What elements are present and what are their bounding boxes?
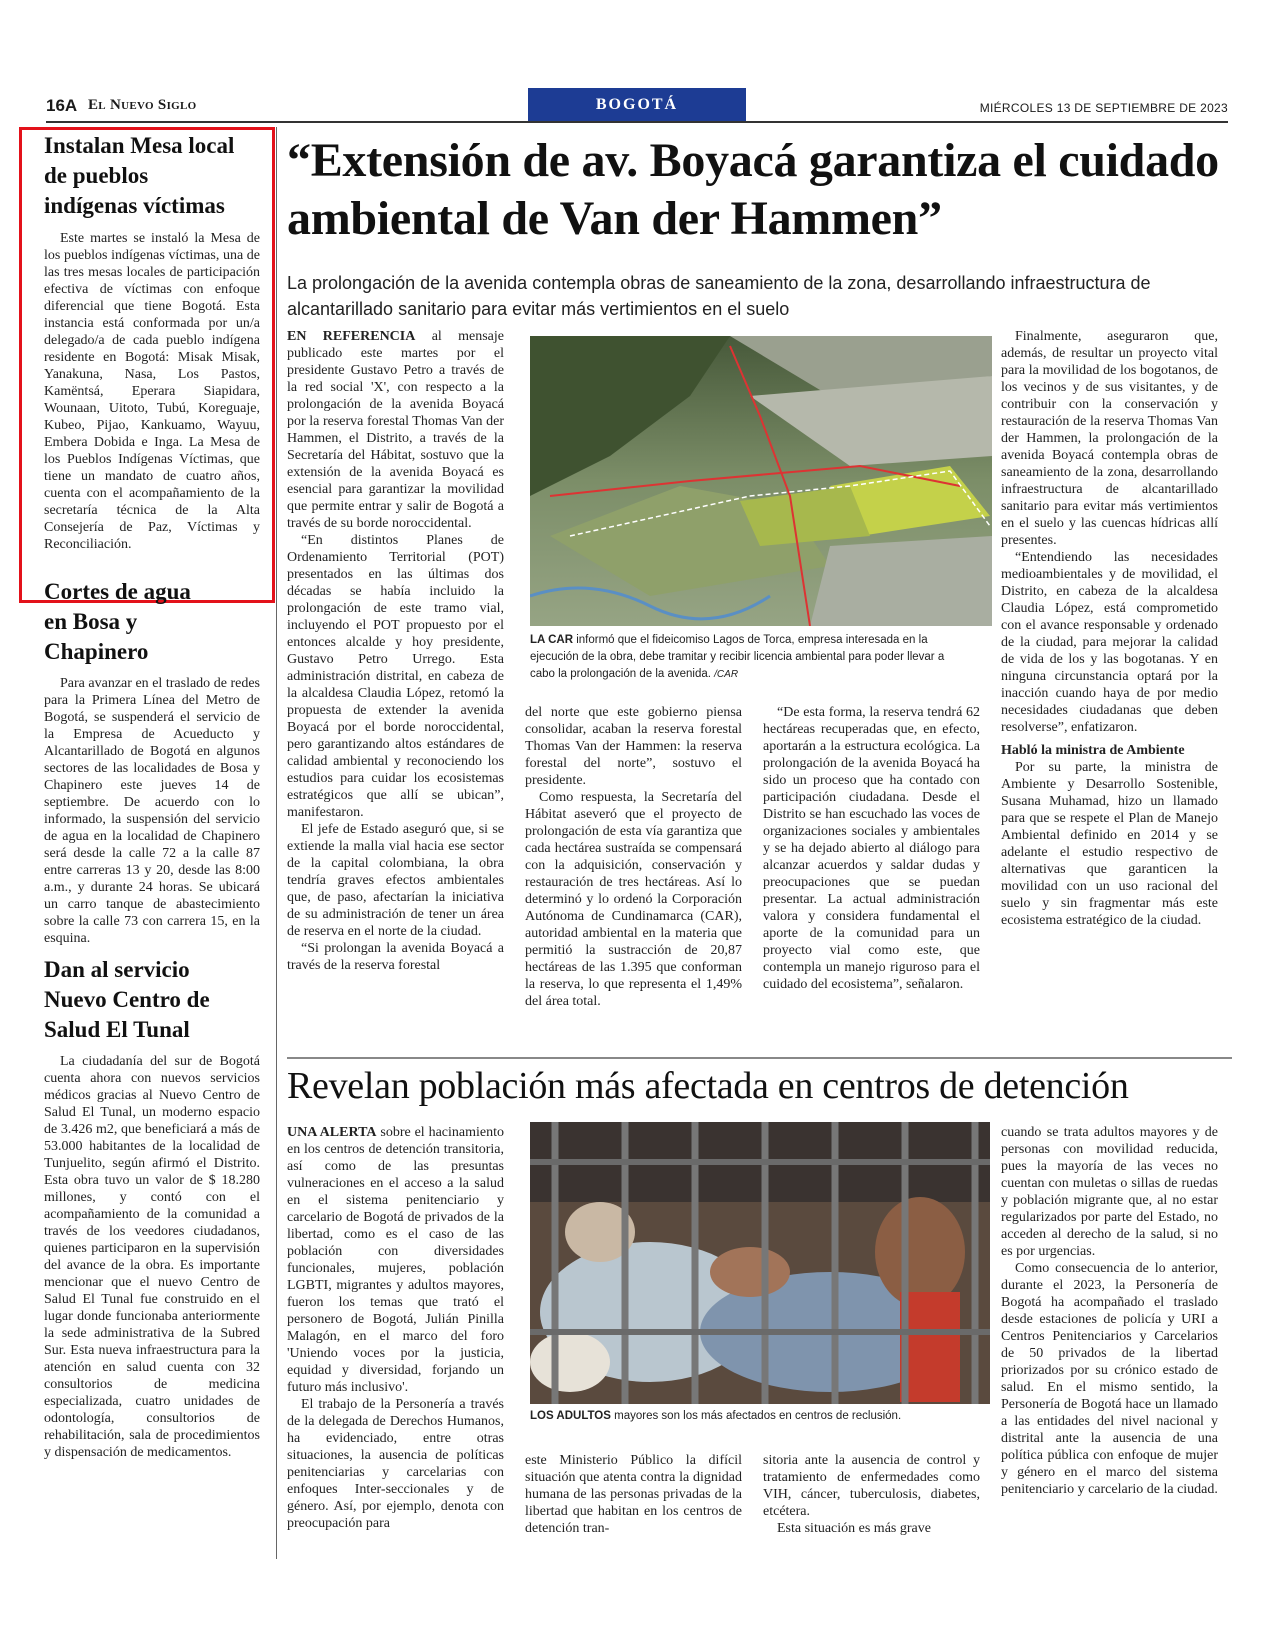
paragraph: cuando se trata adultos mayores y de personas con movilidad reducida, pues la mayoría de las veces no cuentan con muletas o sillas de ruedas y población migrante que, al no estar regularizados por parte del Estado, no acceden al derecho de la salud, si no es por urgencias. xyxy=(1001,1125,1218,1259)
paragraph: este Ministerio Público la difícil situación que atenta contra la dignidad humana de las personas privadas de la libertad que habitan en los centros de detención tran- xyxy=(525,1453,742,1536)
second-headline: Revelan población más afectada en centros de detención xyxy=(287,1065,1129,1107)
story1-body: Este martes se instaló la Mesa de los pueblos indígenas víctimas, una de las tres mesas locales de participación efectiva de víctimas con enfoque diferencial que tiene Bogotá. Esta instancia está conformada por un/a delegado/a de cada pueblo indígena residente en Bogotá: Misak Misak, Yanakuna, Nasa, Los Pastos, Kamëntsá, Eperara Siapidara, Wounaan, Uitoto, Tubú, Koreguaje, Kubeo, Pijao, Kankuamo, Wayuu, Embera Dobida e Inga. La Mesa de los Pueblos Indígenas Víctimas, que tiene un mandato de cuatro años, cuenta con el acompañamiento de la secretaría técnica de la Alta Consejería de Paz, Víctimas y Reconciliación. xyxy=(44,231,260,552)
story2-headline: Cortes de agua en Bosa y Chapinero xyxy=(44,579,191,664)
second-column-3 xyxy=(763,1452,980,1537)
paragraph: “En distintos Planes de Ordenamiento Territorial (POT) presentados en las últimas dos décadas se había incluido la prolongación de este tramo vial, incluyendo el POT propuesto por el entonces alcalde y hoy presidente, Gustavo Petro Urrego. Esta administración distrital, en cabeza de la alcaldesa Claudia López, retomó la propuesta de extender la avenida Boyacá por el borde noroccidental, pero garantizando altos estándares de calidad ambiental y reconociendo los estudios para cuidar los ecosistemas estratégicos que allí se ubican”, manifestaron. xyxy=(287,533,504,820)
second-kicker: UNA ALERTA xyxy=(287,1125,377,1140)
paragraph: Por su parte, la ministra de Ambiente y Desarrollo Sostenible, Susana Muhamad, hizo un llamado para que se respete el Plan de Manejo Ambiental definido en 2014 y se adelante el estudio respectivo de alternativas que garanticen la movilidad con un uso racional del suelo y sin fragmentar más este ecosistema estratégico de la ciudad. xyxy=(1001,760,1218,928)
header-divider xyxy=(46,121,1228,123)
photo-credit: /CAR xyxy=(714,669,739,680)
aerial-map-image xyxy=(530,336,992,626)
caption-text: informó que el fideicomiso Lagos de Torca, empresa interesada en la ejecución de la obra, debe tramitar y recibir licencia ambiental para poder llevar a cabo la prolongación de la avenida. xyxy=(530,634,945,680)
story3-body: La ciudadanía del sur de Bogotá cuenta ahora con nuevos servicios médicos gracias al Nuevo Centro de Salud El Tunal, un moderno espacio de 3.426 m2, que beneficiará a más de 53.000 habitantes de la localidad de Tunjuelito, según afirmó el Distrito. Esta obra tuvo un valor de $ 18.280 millones, y contó con el acompañamiento de la comunidad a través de los veedores ciudadanos, quienes participaron en la supervisión del avance de la obra. Es importante mencionar que el nuevo Centro de Salud El Tunal fue construido en el lugar donde funcionaba anteriormente la sede administrativa de la Subred Sur. Esta nueva infraestructura para la atención en salud cuenta con 32 consultorios de medicina especializada, cuatro unidades de odontología, consultorios de rehabilitación, sala de procedimientos y dispensación de medicamentos. xyxy=(44,1054,260,1460)
paragraph: Como respuesta, la Secretaría del Hábitat aseveró que el proyecto de prolongación de esta vía garantiza que cada hectárea sustraída se compensará con la adquisición, conservación y restauración de tres hectáreas. Así lo determinó y lo ordenó la Corporación Autónoma de Cundinamarca (CAR), autoridad ambiental en la materia que permitió la sustracción de 20,87 hectáreas de las 1.395 que conforman la reserva, lo que representa el 1,49% del área total. xyxy=(525,790,742,1009)
paragraph: “De esta forma, la reserva tendrá 62 hectáreas recuperadas que, en efecto, aportarán a la estructura ecológica. La prolongación de la avenida Boyacá ha sido un proceso que ha contado con participación ciudadana. Desde el Distrito se han escuchado las voces de organizaciones sociales y ambientales y se ha dejado abierto al diálogo para alcanzar acuerdos y saldar dudas y preocupaciones que se puedan presentar. La actual administración valora y considera fundamental el aporte de la comunidad para un proyecto vial como este, que contempla un manejo riguroso para el cuidado del ecosistema”, señalaron. xyxy=(763,705,980,992)
second-column-4 xyxy=(1001,1124,1218,1498)
second-column-2 xyxy=(525,1452,742,1537)
story2-body: Para avanzar en el traslado de redes para la Primera Línea del Metro de Bogotá, se suspenderá el servicio de la Empresa de Acueducto y Alcantarillado de Bogotá en algunos sectores de las localidades de Bosa y Chapinero este jueves 14 de septiembre. De acuerdo con lo informado, la suspensión del servicio de agua en la localidad de Chapinero será desde la calle 72 a la calle 87 entre carreras 13 y 20, desde las 8:00 a.m., y durante 24 horas. Se ubicará un carro tanque de abastecimiento sobre la calle 73 con carrera 15, en la esquina. xyxy=(44,676,260,946)
page-number: 16A xyxy=(46,96,78,115)
paragraph: El trabajo de la Personería a través de la delegada de Derechos Humanos, ha evidenciado, entre otras situaciones, la ausencia de políticas penitenciarias y carcelarias con enfoques Inter-seccionales y de género. Así, por ejemplo, denota con preocupación para xyxy=(287,1397,504,1531)
second-photo-caption xyxy=(530,1408,990,1425)
section-label: BOGOTÁ xyxy=(528,88,746,122)
main-headline: “Extensión de av. Boyacá garantiza el cuidado ambiental de Van der Hammen” xyxy=(287,134,1219,245)
caption-lead: LA CAR xyxy=(530,634,574,646)
story1-headline: Instalan Mesa local de pueblos indígenas víctimas xyxy=(44,133,235,218)
main-column-2 xyxy=(525,704,742,1010)
caption-lead: LOS ADULTOS xyxy=(530,1410,611,1422)
paragraph: sobre el hacinamiento en los centros de detención transitoria, así como de las presuntas vulneraciones en el acceso a la salud en el sistema penitenciario y carcelario de Bogotá de privados de la libertad, como es el caso de las población con diversidades funcionales, mujeres, población LGBTI, migrantes y adultos mayores, fueron los temas que trató el personero de Bogotá, Julián Pinilla Malagón, en el marco del foro 'Uniendo voces por la justicia, equidad y diversidad, forjando un futuro más inclusivo'. xyxy=(287,1125,505,1395)
reserve-map-photo xyxy=(530,336,992,626)
paragraph: “Si prolongan la avenida Boyacá a través de la reserva forestal xyxy=(287,941,504,973)
detention-image xyxy=(530,1122,990,1404)
detention-photo xyxy=(530,1122,990,1404)
paragraph: al mensaje publicado este martes por el presidente Gustavo Petro a través de la red social 'X', con respecto a la prolongación de la avenida Boyacá por la reserva forestal Thomas Van der Hammen, el Distrito, a través de la Secretaría del Hábitat, sostuvo que la extensión de la avenida Boyacá es esencial para garantizar la movilidad que permite entrar y salir de Bogotá a través de su borde noroccidental. xyxy=(287,329,504,531)
main-column-3 xyxy=(763,704,980,993)
paragraph: El jefe de Estado aseguró que, si se extiende la malla vial hacia ese sector de la capital colombiana, la obra tendría graves efectos ambientales que, de paso, afectarían la iniciativa de su administración de tener un área de reserva en el norte de la ciudad. xyxy=(287,822,504,939)
column-subhead: Habló la ministra de Ambiente xyxy=(1001,743,1185,758)
story3-headline: Dan al servicio Nuevo Centro de Salud El Tunal xyxy=(44,957,210,1042)
main-deck: La prolongación de la avenida contempla obras de saneamiento de la zona, desarrollando infraestructura de alcantarillado sanitario para evitar más vertimientos en el suelo xyxy=(287,273,1151,319)
paragraph: “Entendiendo las necesidades medioambientales y de movilidad, el Distrito, en cabeza de la alcaldesa Claudia López, está comprometido con el avance responsable y ordenado de la ciudad, para mejorar la calidad de vida de los y las bogotanas. Y en ninguna circunstancia optará por la inacción cuando haya de por medio necesidades ciudadanas que deben resolverse”, enfatizaron. xyxy=(1001,550,1218,735)
publication-date: MIÉRCOLES 13 DE SEPTIEMBRE DE 2023 xyxy=(979,101,1228,115)
main-column-4 xyxy=(1001,328,1218,929)
paragraph: del norte que este gobierno piensa consolidar, acaban la reserva forestal Thomas Van der Hammen: la reserva forestal del norte”, sostuvo el presidente. xyxy=(525,705,742,788)
main-photo-caption xyxy=(530,632,970,683)
paragraph: Finalmente, aseguraron que, además, de resultar un proyecto vital para la movilidad de los bogotanos, de los vecinos y de sus visitantes, y de contribuir con la conservación y restauración de la reserva Thomas Van der Hammen, la prolongación de la avenida Boyacá contempla obras de saneamiento de la zona, desarrollando infraestructura de alcantarillado sanitario para evitar más vertimientos en el suelo y las cuencas hídricas allí presentes. xyxy=(1001,329,1218,548)
paragraph: sitoria ante la ausencia de control y tratamiento de enfermedades como VIH, cáncer, tuberculosis, diabetes, etcétera. xyxy=(763,1453,980,1519)
article-divider xyxy=(287,1057,1232,1059)
caption-text: mayores son los más afectados en centros de reclusión. xyxy=(610,1410,902,1422)
main-column-1 xyxy=(287,328,504,974)
main-kicker: EN REFERENCIA xyxy=(287,329,416,344)
paragraph: Como consecuencia de lo anterior, durante el 2023, la Personería de Bogotá ha acompañado el traslado desde estaciones de policía y URI a Centros Penitenciarios y Carcelarios de 50 privados de la libertad priorizados por su crónico estado de salud. En el mismo sentido, la Personería de Bogotá hace un llamado a las entidades del nivel nacional y distrital ante la ausencia de una política pública con enfoque de mujer y género en el marco del sistema penitenciario y carcelario de la ciudad. xyxy=(1001,1261,1218,1497)
newspaper-name: El Nuevo Siglo xyxy=(88,97,197,113)
sidebar-divider xyxy=(276,127,277,1559)
second-column-1 xyxy=(287,1124,504,1532)
paragraph: Esta situación es más grave xyxy=(777,1521,931,1536)
